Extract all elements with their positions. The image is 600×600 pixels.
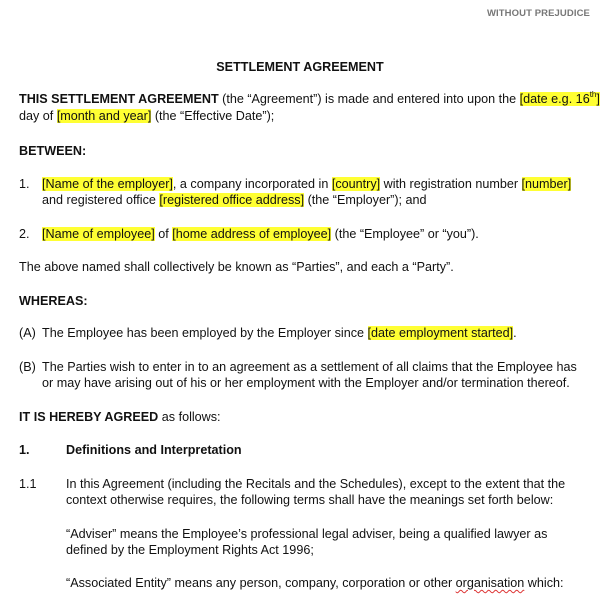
recital-b-line-2: or may have arising out of his or her employment with the Employer and/or termination thereof. — [42, 376, 570, 390]
recital-a-text — [42, 325, 517, 342]
date-placeholder-close: ] — [596, 92, 600, 106]
office-address-placeholder: [registered office address] — [159, 193, 305, 207]
date-placeholder-text: [date e.g. 16 — [519, 92, 590, 106]
number-placeholder: [number] — [521, 177, 572, 191]
agreed-bold: IT IS HEREBY AGREED — [19, 410, 159, 424]
without-prejudice-header: WITHOUT PREJUDICE — [486, 8, 590, 19]
spellcheck-flagged-word: organisation — [455, 576, 525, 590]
agreed-line — [19, 409, 221, 426]
intro-text: (the “Agreement”) is made and entered into upon the — [218, 92, 520, 106]
employee-name-placeholder: [Name of employee] — [42, 227, 155, 241]
party-2-number: 2. — [19, 227, 30, 241]
associated-entity-end: which: — [524, 576, 564, 590]
collective-sentence: The above named shall collectively be known as “Parties”, and each a “Party”. — [19, 260, 454, 274]
party-2-line — [42, 226, 479, 243]
employment-start-placeholder: [date employment started] — [367, 326, 514, 340]
recital-a-label: (A) — [19, 326, 36, 340]
recital-a-body: The Employee has been employed by the Employer since — [42, 326, 368, 340]
adviser-definition-line-1: “Adviser” means the Employee’s professional legal adviser, being a qualified lawyer as — [66, 527, 548, 541]
party-1-line2-text: and registered office — [42, 193, 160, 207]
party-1-line2-end: (the “Employer”); and — [304, 193, 427, 207]
between-heading: BETWEEN: — [19, 144, 87, 158]
adviser-definition-line-2: defined by the Employment Rights Act 1996; — [66, 543, 314, 557]
clause-1-1-line-2: context otherwise requires, the following terms shall have the meanings set forth below: — [66, 493, 554, 507]
intro-line-2 — [19, 108, 274, 125]
date-placeholder — [519, 89, 600, 106]
associated-entity-definition — [66, 575, 564, 592]
section-1-heading: Definitions and Interpretation — [66, 443, 242, 457]
clause-1-1-number: 1.1 — [19, 477, 37, 491]
month-placeholder: [month and year] — [56, 109, 152, 123]
employer-name-placeholder: [Name of the employer] — [42, 177, 173, 191]
associated-entity-text: “Associated Entity” means any person, company, corporation or other — [66, 576, 456, 590]
party-1-text-2: with registration number — [380, 177, 522, 191]
party-2-text-2: (the “Employee” or “you”). — [331, 227, 479, 241]
document-title: SETTLEMENT AGREEMENT — [216, 60, 384, 74]
party-1-line-2 — [42, 192, 427, 209]
home-address-placeholder: [home address of employee] — [172, 227, 332, 241]
party-2-text-1: of — [154, 227, 173, 241]
intro-line-1 — [19, 91, 600, 108]
country-placeholder: [country] — [331, 177, 381, 191]
intro-bold-lead: THIS SETTLEMENT AGREEMENT — [19, 92, 219, 106]
recital-a-end: . — [513, 326, 517, 340]
date-superscript: th — [589, 89, 597, 99]
recital-b-label: (B) — [19, 360, 36, 374]
intro-line2-end: (the “Effective Date”); — [151, 109, 275, 123]
agreed-rest: as follows: — [158, 410, 221, 424]
party-1-text-1: , a company incorporated in — [172, 177, 332, 191]
whereas-heading: WHEREAS: — [19, 294, 88, 308]
recital-b-line-1: The Parties wish to enter in to an agreement as a settlement of all claims that the Employee has — [42, 360, 577, 374]
clause-1-1-line-1: In this Agreement (including the Recitals and the Schedules), except to the extent that the — [66, 477, 566, 491]
party-1-number: 1. — [19, 177, 30, 191]
section-1-number: 1. — [19, 443, 30, 457]
intro-line2-text: day of — [19, 109, 57, 123]
party-1-line-1 — [42, 176, 571, 193]
